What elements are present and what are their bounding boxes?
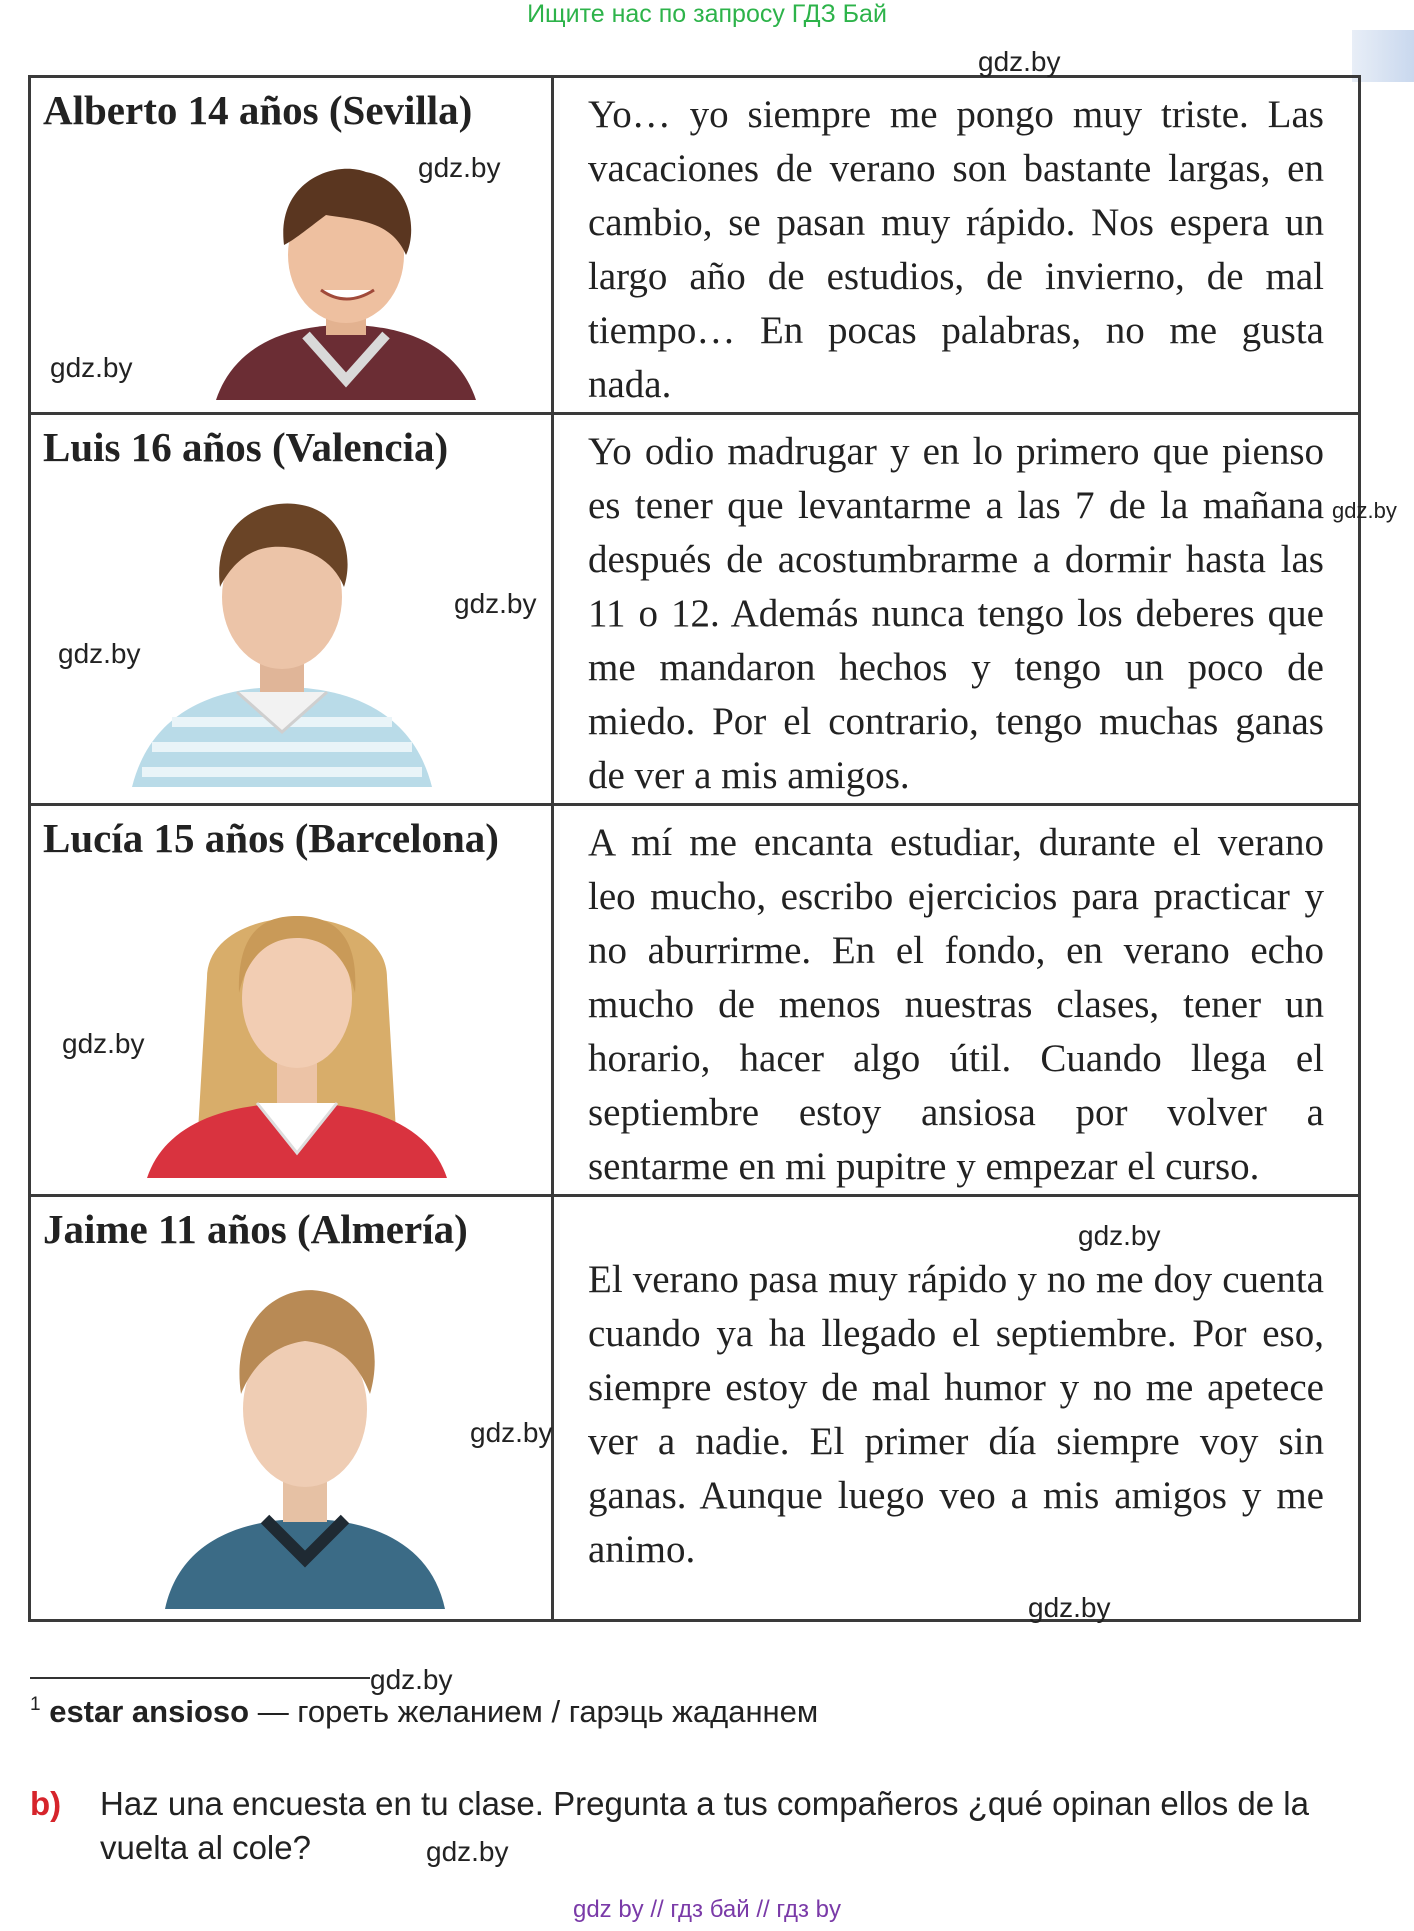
student-name: Lucía 15 años (Barcelona) (43, 815, 499, 861)
student-quote: El verano pasa muy rápido y no me doy cuenta cuando ya ha llegado el septiembre. Por eso, siempre estoy de mal humor y no me apetece ver a nadie. El primer día siempre voy sin ganas. Aunque luego veo a mis amigos y me animo. (588, 1258, 1324, 1571)
footnote (30, 1694, 818, 1730)
quote-cell (553, 1196, 1360, 1621)
student-photo (147, 878, 447, 1178)
watermark: gdz.by (426, 1836, 509, 1867)
footnote-translation: — гореть желанием / гарэць жаданнем (249, 1694, 819, 1729)
bottom-banner: gdz by // гдз бай // гдз by (572, 1896, 842, 1923)
watermark: gdz.by (418, 152, 501, 183)
table-row (30, 414, 1360, 805)
testimonials-table (28, 75, 1361, 1622)
student-name: Alberto 14 años (Sevilla) (43, 87, 473, 133)
task-text: Haz una encuesta en tu clase. Pregunta a tus compañeros ¿qué opinan ellos de la vuelta al cole? (100, 1785, 1309, 1866)
corner-tab (1352, 30, 1414, 82)
footnote-number: 1 (30, 1694, 41, 1715)
student-photo (196, 150, 496, 400)
quote-cell (553, 414, 1360, 805)
student-quote: Yo odio madrugar y en lo primero que pienso es tener que levantarme a las 7 de la mañana después de acostumbrarme a dormir hasta las 11 o 12. Además nunca tengo los deberes que me mandaron hechos y tengo un poco de miedo. Por el contrario, tengo muchas ganas de ver a mis amigos. (588, 430, 1324, 797)
student-quote: A mí me encanta estudiar, durante el verano leo mucho, escribo ejercicios para practicar y no aburrirme. En el fondo, en verano echo mucho de menos nuestras clases, tener un horario, hacer algo útil. Cuando llega el septiembre estoy ansiosa por volver a sentarme en mi pupitre y empezar el curso. (588, 821, 1324, 1188)
watermark: gdz.by (370, 1664, 453, 1695)
task (30, 1782, 1360, 1870)
student-name: Jaime 11 años (Almería) (43, 1206, 468, 1252)
footnote-term: estar ansioso (49, 1694, 250, 1729)
quote-cell (553, 77, 1360, 414)
task-letter: b) (30, 1785, 62, 1822)
watermark: gdz.by (978, 46, 1061, 77)
table-row (30, 1196, 1360, 1621)
watermark: gdz.by (50, 352, 133, 383)
student-quote: Yo… yo siempre me pongo muy triste. Las vacaciones de verano son bastante largas, en cambio, se pasan muy rápido. Nos espera un largo año de estudios, de invierno, de mal tiempo… En pocas palabras, no me gusta nada. (588, 93, 1324, 406)
table-row (30, 805, 1360, 1196)
student-photo (155, 1269, 455, 1609)
watermark: gdz.by (58, 638, 141, 669)
quote-cell (553, 805, 1360, 1196)
watermark: gdz.by (1332, 498, 1397, 523)
student-cell (30, 805, 553, 1196)
watermark: gdz.by (1078, 1220, 1161, 1251)
watermark: gdz.by (62, 1028, 145, 1059)
footnote-divider (30, 1677, 370, 1679)
watermark: gdz.by (1028, 1592, 1111, 1623)
student-cell (30, 1196, 553, 1621)
top-banner: Ищите нас по запросу ГДЗ Бай (527, 0, 887, 28)
table-row (30, 77, 1360, 414)
student-name: Luis 16 años (Valencia) (43, 424, 449, 470)
watermark: gdz.by (470, 1417, 553, 1448)
watermark: gdz.by (454, 588, 537, 619)
student-photo (132, 487, 432, 787)
